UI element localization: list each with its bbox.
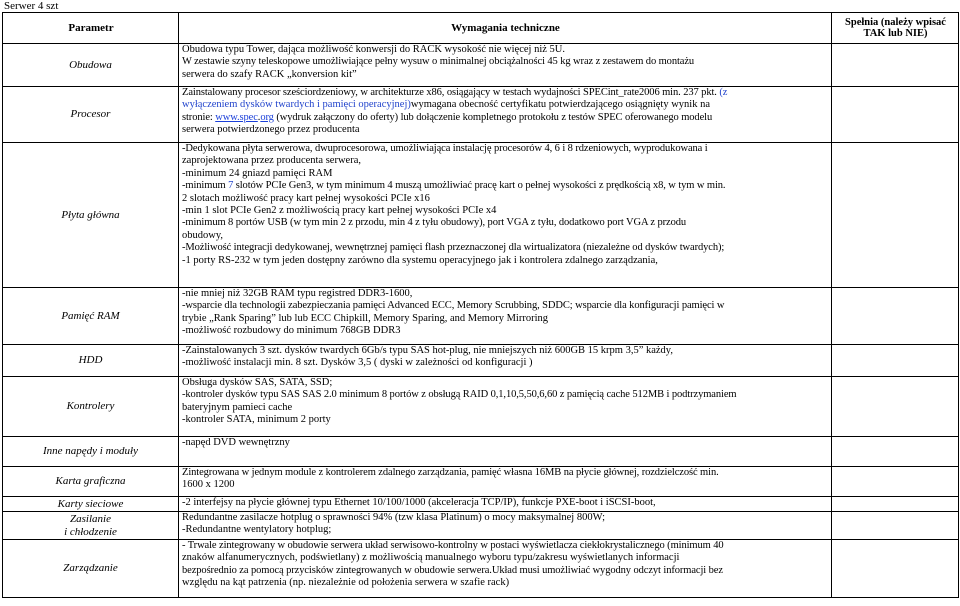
req-line: -1 porty RS-232 w tym jeden dostępny zarówno dla systemu operacyjnego jak i kontrolera zdalnego zarządzania, [182, 254, 658, 266]
req-line: -Zainstalowanych 3 szt. dysków twardych 6Gb/s typu SAS hot-plug, nie mniejszych niż 600GB 15 krpm 3,5” każdy, [182, 345, 673, 356]
req-text: (wydruk załączony do oferty) lub dołączenie kompletnego protokołu z testów SPEC oferowanego modelu [273, 111, 713, 123]
req-line: Obudowa typu Tower, dająca możliwość konwersji do RACK wysokość nie więcej niż 5U. [182, 44, 565, 55]
param-grafika: Karta graficzna [3, 467, 179, 497]
spec-table [2, 12, 959, 598]
req-line [182, 180, 829, 192]
compliance-cell-naped[interactable] [832, 437, 959, 467]
compliance-cell-grafika[interactable] [832, 467, 959, 497]
req-text-blue: (z [716, 87, 728, 98]
req-text: Zainstalowany procesor sześciordzeniowy, w architekturze x86, osiągający w testach wydajności SPECint_rate2006 min. 237 pkt. [182, 87, 717, 98]
req-line: -min 1 slot PCIe Gen2 z możliwością pracy kart pełnej wysokości PCIe x4 [182, 205, 497, 217]
req-line: bezpośrednio za pomocą przycisków zintegrowanych w obudowie serwera.Układ musi umożliwiać wygodny odczyt informacji bez [182, 564, 723, 576]
param-procesor: Procesor [3, 87, 179, 143]
compliance-cell-ram[interactable] [832, 288, 959, 345]
header-row [3, 13, 959, 44]
compliance-cell-kontrolery[interactable] [832, 377, 959, 437]
req-text-blue: wyłączeniem dysków twardych i pamięci operacyjnej) [182, 99, 411, 111]
req-line: Redundantne zasilacze hotplug o sprawności 94% (tzw klasa Platinum) o mocy maksymalnej 800W; [182, 512, 606, 523]
req-line: -możliwość rozbudowy do minimum 768GB DDR3 [182, 325, 401, 337]
header-requirements: Wymagania techniczne [179, 13, 832, 44]
header-compliance-line2: TAK lub NIE) [863, 28, 928, 39]
req-line [182, 87, 829, 99]
req-plyta [179, 143, 832, 288]
compliance-cell-siec[interactable] [832, 497, 959, 512]
header-compliance [832, 13, 959, 44]
req-zarzadzanie [179, 540, 832, 598]
param-ram: Pamięć RAM [3, 288, 179, 345]
req-text: stronie: [182, 111, 216, 123]
row-naped [3, 437, 959, 467]
req-text: . [257, 111, 261, 123]
req-text: wymagana obecność certyfikatu potwierdzającego osiągnięty wynik na [410, 99, 711, 111]
req-line: obudowy, [182, 229, 224, 241]
req-line: W zestawie szyny teleskopowe umożliwiające pełny wysuw o minimalnej obciążalności 45 kg wraz z zestawem do montażu [182, 56, 695, 68]
req-line: -nie mniej niż 32GB RAM typu registred DDR3-1600, [182, 288, 413, 299]
param-siec: Karty sieciowe [3, 497, 179, 512]
row-siec [3, 497, 959, 512]
spec-link-org[interactable]: org [260, 111, 274, 123]
req-line: -Dedykowana płyta serwerowa, dwuprocesorowa, umożliwiająca instalację procesorów 4, 6 i 8 rdzeniowych, wyprodukowana i [182, 143, 708, 154]
compliance-cell-zarzadzanie[interactable] [832, 540, 959, 598]
req-kontrolery [179, 377, 832, 437]
row-grafika [3, 467, 959, 497]
req-line: -kontroler dysków typu SAS SAS 2.0 minimum 8 portów z obsługą RAID 0,1,10,5,50,6,60 z pamięcią cache 512MB i podtrzymaniem [182, 389, 737, 401]
req-naped [179, 437, 832, 467]
req-line: bateryjnym pamieci cache [182, 401, 293, 413]
req-text-blue: 7 [228, 180, 234, 192]
req-text: -minimum [182, 180, 229, 192]
req-line: 1600 x 1200 [182, 479, 235, 491]
req-line: -napęd DVD wewnętrzny [182, 437, 290, 448]
compliance-cell-procesor[interactable] [832, 87, 959, 143]
req-line: -kontroler SATA, minimum 2 porty [182, 414, 331, 426]
req-hdd [179, 345, 832, 377]
param-hdd: HDD [3, 345, 179, 377]
row-zarzadzanie [3, 540, 959, 598]
row-procesor [3, 87, 959, 143]
row-zasilanie [3, 512, 959, 540]
req-line: -minimum 24 gniazd pamięci RAM [182, 167, 333, 179]
row-obudowa [3, 44, 959, 87]
req-line: zaprojektowana przez producenta serwera, [182, 155, 361, 167]
req-line: -wsparcie dla technologii zabezpieczania pamięci Advanced ECC, Memory Scrubbing, SDDC; wsparcie dla konfiguracji pamięci w [182, 300, 725, 312]
req-zasilanie [179, 512, 832, 540]
req-grafika [179, 467, 832, 497]
req-line [182, 112, 829, 124]
spec-link-www[interactable]: www.spec [215, 111, 258, 123]
req-line: -2 interfejsy na płycie głównej typu Ethernet 10/100/1000 (akceleracja TCP/IP), funkcje PXE-boot i iSCSI-boot, [182, 497, 656, 508]
document-title: Serwer 4 szt [4, 0, 59, 12]
compliance-cell-hdd[interactable] [832, 345, 959, 377]
req-line: 2 slotach możliwość pracy kart pełnej wysokości PCIe x16 [182, 192, 430, 204]
param-zasilanie [3, 512, 179, 540]
req-line: serwera do szafy RACK „konversion kit” [182, 68, 357, 80]
param-plyta: Płyta główna [3, 143, 179, 288]
req-line: -Redundantne wentylatory hotplug; [182, 524, 332, 536]
req-obudowa [179, 44, 832, 87]
req-procesor [179, 87, 832, 143]
compliance-cell-zasilanie[interactable] [832, 512, 959, 540]
req-ram [179, 288, 832, 345]
req-line: - Trwale zintegrowany w obudowie serwera układ serwisowo-kontrolny w postaci wyświetlacza ciekłokrystalicznego (minimum 40 [182, 540, 724, 551]
compliance-cell-obudowa[interactable] [832, 44, 959, 87]
row-hdd [3, 345, 959, 377]
param-zarzadzanie: Zarządzanie [3, 540, 179, 598]
req-line: znaków alfanumerycznych, podświetlany) z możliwością manualnego wyboru typu/zakresu wyświetlanych informacji [182, 552, 680, 564]
req-line: -możliwość instalacji min. 8 szt. Dysków 3,5 ( dyski w zależności od konfiguracji ) [182, 357, 533, 369]
param-obudowa: Obudowa [3, 44, 179, 87]
row-kontrolery [3, 377, 959, 437]
req-line: Zintegrowana w jednym module z kontrolerem zdalnego zarządzania, pamięć własna 16MB na płycie głównej, rozdzielczość min. [182, 467, 719, 478]
row-plyta [3, 143, 959, 288]
header-param: Parametr [3, 13, 179, 44]
compliance-cell-plyta[interactable] [832, 143, 959, 288]
req-line: względu na kąt patrzenia (np. niezależnie od położenia serwera w szafie rack) [182, 577, 510, 589]
req-line: -minimum 8 portów USB (w tym min 2 z przodu, min 4 z tyłu obudowy), port VGA z tyłu, dodatkowo port VGA z przodu [182, 217, 687, 229]
req-line: Obsługa dysków SAS, SATA, SSD; [182, 377, 333, 388]
req-text: slotów PCIe Gen3, w tym minimum 4 muszą umożliwiać pracę kart o pełnej wysokości z prędkością x8, w tym w min. [233, 180, 726, 192]
req-line: serwera potwierdzonego przez producenta [182, 124, 360, 136]
param-naped: Inne napędy i moduły [3, 437, 179, 467]
req-line: trybie „Rank Sparing” lub lub ECC Chipkill, Memory Sparing, and Memory Mirroring [182, 312, 548, 324]
req-line: -Możliwość integracji dedykowanej, wewnętrznej pamięci flash przeznaczonej dla wirtualizatora (niezależne od dysków twardych); [182, 242, 725, 254]
param-line: Zasilanie [70, 512, 111, 525]
req-siec [179, 497, 832, 512]
req-line [182, 99, 829, 111]
param-kontrolery: Kontrolery [3, 377, 179, 437]
param-line: i chłodzenie [64, 525, 117, 538]
header-compliance-line1: Spełnia (należy wpisać [845, 17, 946, 28]
row-ram [3, 288, 959, 345]
